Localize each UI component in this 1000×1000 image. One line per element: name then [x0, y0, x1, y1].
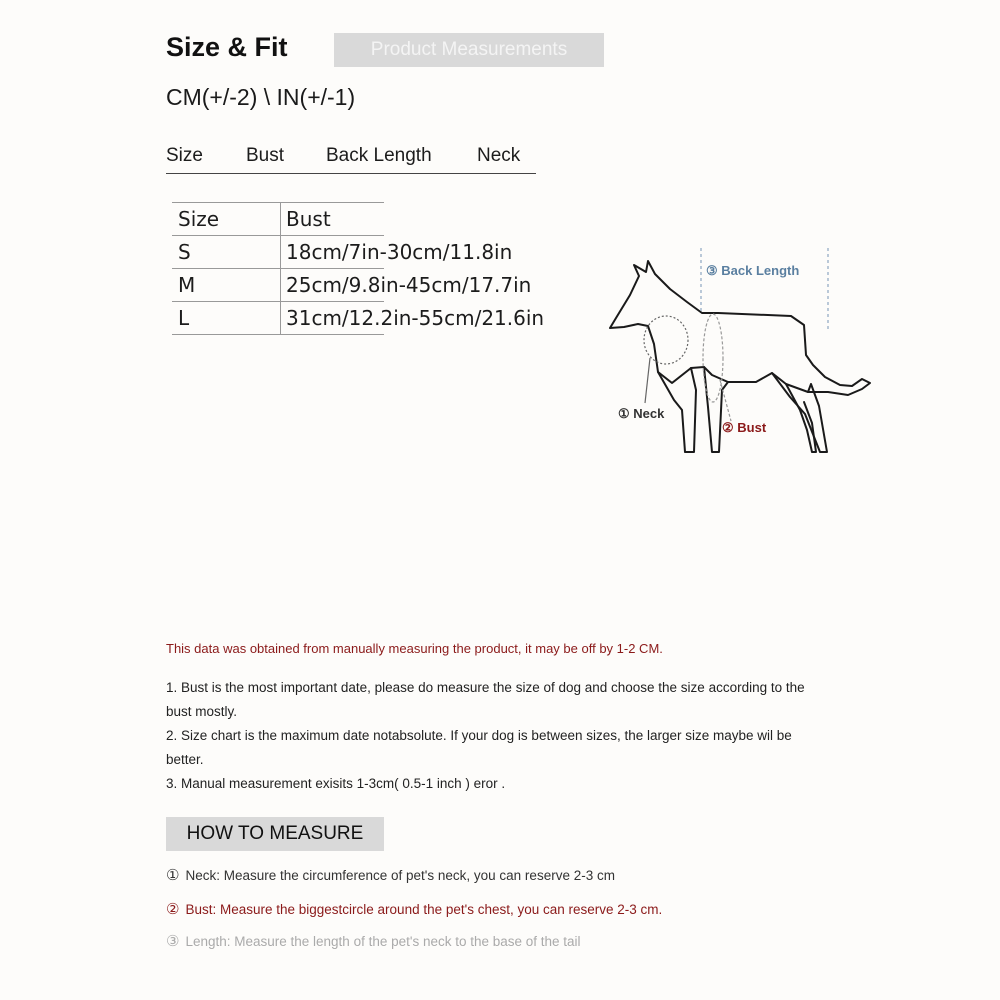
- note-item: 1. Bust is the most important date, please do measure the size of dog and choose the size according to the bust mostly.: [166, 680, 805, 719]
- neck-label: ① Neck: [618, 406, 665, 421]
- size-table: [172, 202, 545, 335]
- table-row: [172, 236, 513, 269]
- column-header-bust: Bust: [246, 145, 285, 166]
- table-cell-size: L: [178, 306, 190, 330]
- table-cell-size: M: [178, 273, 196, 297]
- table-row: [172, 269, 532, 302]
- table-cell-bust: 25cm/9.8in-45cm/17.7in: [286, 273, 532, 297]
- step-text: Length: Measure the length of the pet's neck to the base of the tail: [185, 934, 581, 949]
- table-cell-bust: 31cm/12.2in-55cm/21.6in: [286, 306, 545, 330]
- back-length-marker: [701, 248, 828, 330]
- table-header-row: [172, 203, 384, 236]
- column-header-size: Size: [166, 145, 203, 166]
- disclaimer-text: This data was obtained from manually measuring the product, it may be off by 1-2 CM.: [166, 641, 663, 656]
- how-to-measure-heading: HOW TO MEASURE: [166, 817, 384, 851]
- step-number: ①: [166, 866, 180, 884]
- column-header-neck: Neck: [477, 145, 521, 166]
- back-length-label: ③ Back Length: [706, 263, 800, 278]
- columns-header: [166, 143, 536, 174]
- how-to-measure-neck: [166, 866, 615, 884]
- note-item: 3. Manual measurement exisits 1-3cm( 0.5-1 inch ) eror .: [166, 776, 506, 791]
- step-text: Bust: Measure the biggestcircle around the pet's chest, you can reserve 2-3 cm.: [185, 902, 663, 917]
- page-title: Size & Fit: [166, 32, 288, 62]
- product-measurements-tag: Product Measurements: [334, 33, 604, 67]
- note-item: 2. Size chart is the maximum date notabsolute. If your dog is between sizes, the larger size maybe wil be better.: [166, 728, 792, 767]
- notes-list: [166, 676, 811, 796]
- step-text: Neck: Measure the circumference of pet's neck, you can reserve 2-3 cm: [185, 868, 615, 883]
- column-header-back-length: Back Length: [326, 145, 432, 166]
- table-row: [172, 302, 545, 335]
- table-cell-bust: 18cm/7in-30cm/11.8in: [286, 240, 513, 264]
- dog-measurement-diagram: [600, 240, 890, 470]
- step-number: ③: [166, 932, 180, 950]
- neck-marker: [644, 316, 688, 403]
- step-number: ②: [166, 900, 180, 918]
- units-label: CM(+/-2) \ IN(+/-1): [166, 84, 356, 110]
- table-cell-size: S: [178, 240, 191, 264]
- table-header-size: Size: [178, 207, 220, 231]
- how-to-measure-bust: [166, 900, 662, 918]
- table-header-bust: Bust: [286, 207, 331, 231]
- how-to-measure-length: [166, 932, 581, 950]
- bust-label: ② Bust: [722, 420, 767, 435]
